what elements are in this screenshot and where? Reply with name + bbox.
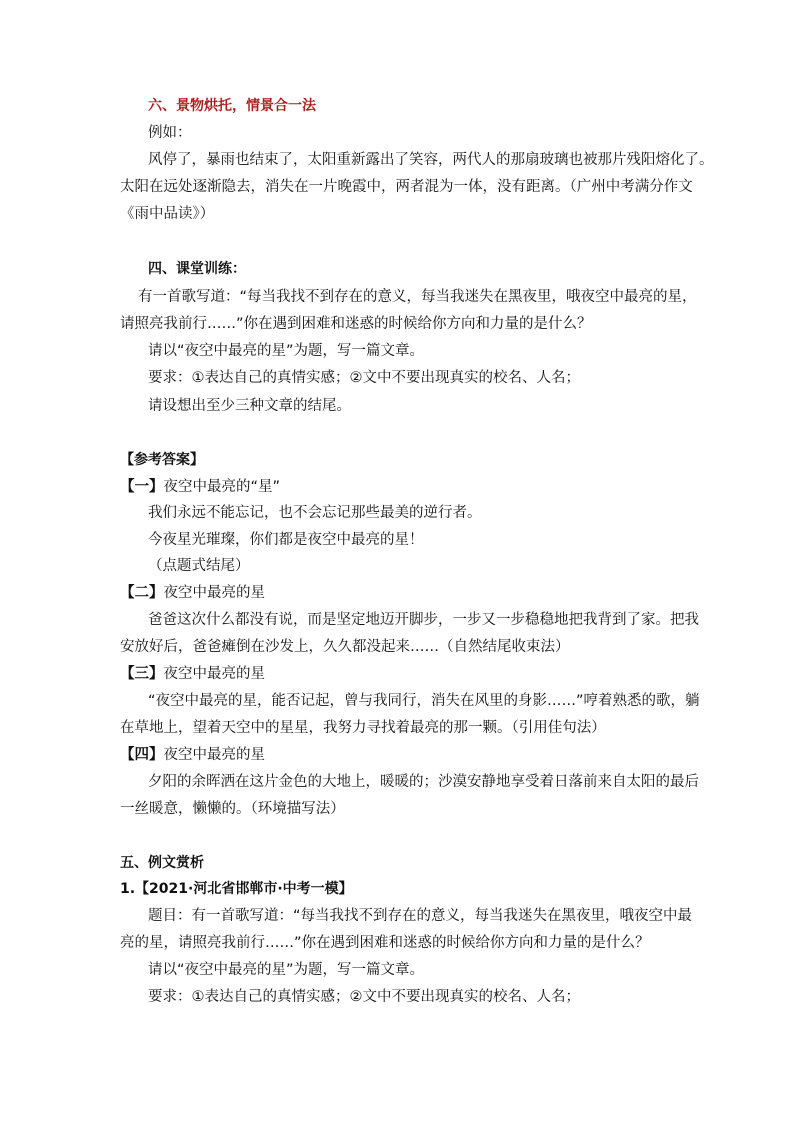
section-4-heading: 四、课堂训练： [148,261,246,277]
answer-1-line-3: （点题式结尾） [148,558,250,574]
section-6-heading: 六、景物烘托，情景合一法 [148,98,316,114]
answer-2-line-2: 安放好后，爸爸瘫倒在沙发上，久久都没起来……（自然结尾收束法） [120,639,570,655]
topic-line-1: 题目：有一首歌写道：“每当我找不到存在的意义，每当我迷失在黑夜里，哦夜空中最 [148,908,693,924]
answer-3-title: 【三】夜空中最亮的星 [120,666,265,682]
answer-4-title: 【四】夜空中最亮的星 [120,747,265,763]
answer-3-line-2: 在草地上，望着天空中的星星，我努力寻找着最亮的那一颗。（引用佳句法） [120,720,606,736]
answer-4-line-2: 一丝暖意，懒懒的。（环境描写法） [120,801,345,817]
instruction-line: 请设想出至少三种文章的结尾。 [148,398,351,414]
example-line-1: 风停了，暴雨也结束了，太阳重新露出了笑容，两代人的那扇玻璃也被那片残阳熔化了。 [148,152,714,168]
requirement-line: 要求：①表达自己的真情实感；②文中不要出现真实的校名、人名； [148,370,580,386]
essay-requirement-line: 要求：①表达自己的真情实感；②文中不要出现真实的校名、人名； [148,989,580,1005]
answers-heading: 【参考答案】 [120,452,204,468]
example-line-2: 太阳在远处逐渐隐去，消失在一片晚霞中，两者混为一体，没有距离。（广州中考满分作文 [120,179,693,195]
section-5-heading: 五、例文赏析 [120,855,204,871]
answer-1-line-2: 今夜星光璀璨，你们都是夜空中最亮的星！ [148,532,424,548]
answer-1-title: 【一】夜空中最亮的“星” [120,479,281,495]
prompt-line-2: 请照亮我前行……”你在遇到困难和迷惑的时候给你方向和力量的是什么？ [120,316,592,332]
example-line-3: 《雨中品读》） [120,206,215,222]
example-label: 例如： [148,125,192,141]
answer-1-line-1: 我们永远不能忘记，也不会忘记那些最美的逆行者。 [148,505,482,521]
answer-2-line-1: 爸爸这次什么都没有说，而是坚定地迈开脚步，一步又一步稳稳地把我背到了家。把我 [148,612,699,628]
task-line: 请以“夜空中最亮的星”为题，写一篇文章。 [148,343,425,359]
essay-task-line: 请以“夜空中最亮的星”为题，写一篇文章。 [148,962,425,978]
answer-2-title: 【二】夜空中最亮的星 [120,585,265,601]
answer-4-line-1: 夕阳的余晖洒在这片金色的大地上，暖暖的；沙漠安静地享受着日落前来自太阳的最后 [148,774,699,790]
topic-line-2: 亮的星，请照亮我前行……”你在遇到困难和迷惑的时候给你方向和力量的是什么？ [120,935,650,951]
prompt-line-1: 有一首歌写道：“每当我找不到存在的意义，每当我迷失在黑夜里，哦夜空中最亮的星， [138,289,697,305]
example-essay-title: 1.【2021·河北省邯郸市·中考一模】 [120,881,353,897]
answer-3-line-1: “夜空中最亮的星，能否记起，曾与我同行，消失在风里的身影……”哼着熟悉的歌，躺 [148,693,700,709]
